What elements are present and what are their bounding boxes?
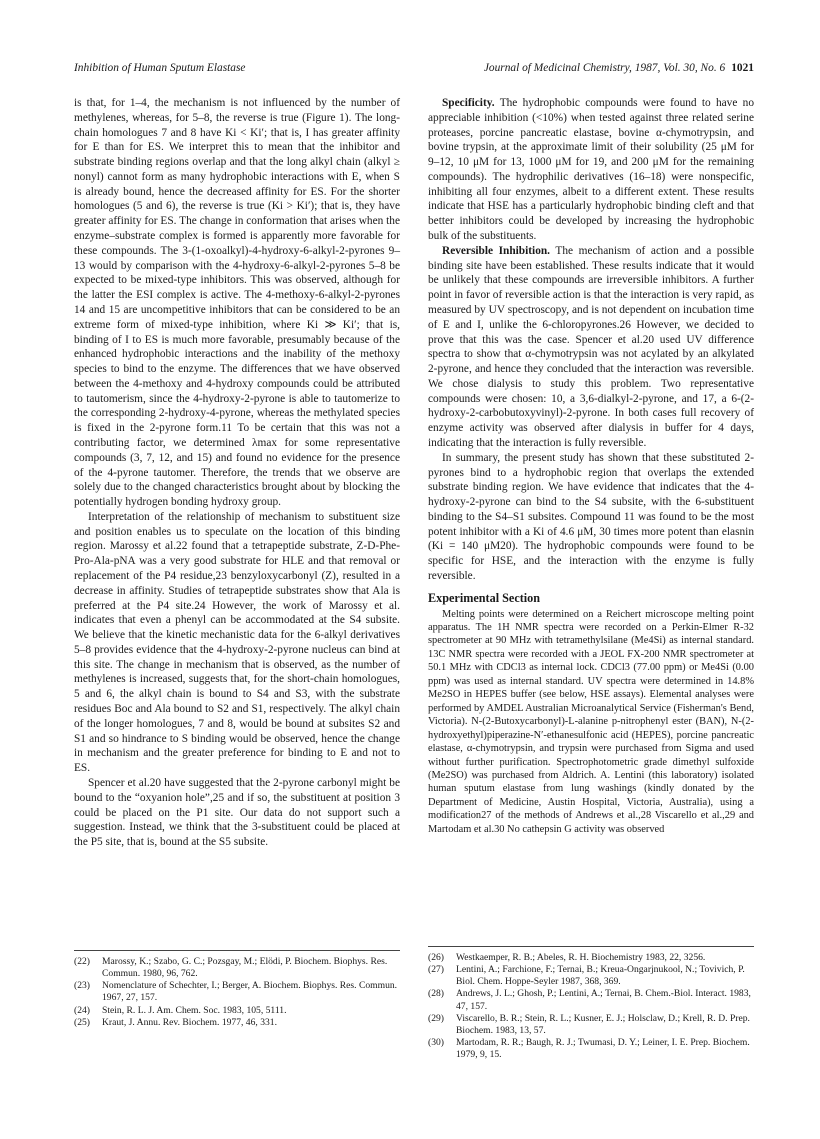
reference-number: (24) xyxy=(74,1004,90,1016)
reference-text: Andrews, J. L.; Ghosh, P.; Lentini, A.; Ternai, B. Chem.-Biol. Interact. 1983, 47, 157. xyxy=(456,988,751,1012)
reference-text: Marossy, K.; Szabo, G. C.; Pozsgay, M.; Elödi, P. Biochem. Biophys. Res. Commun. 1980, 96, 762. xyxy=(102,956,388,980)
experimental-heading: Experimental Section xyxy=(428,590,541,605)
reference-item xyxy=(428,1013,754,1037)
body-paragraph: Interpretation of the relationship of mechanism to substituent size and position enables us to speculate on the location of this binding region. Marossy et al.22 found that a tetrapeptide substrate, Z-D-Phe-Pro-Ala-pNA was a very good substrate for HLE and that removal or replacement of the P4 residue,23 benzyloxycarbonyl (Z), resulted in a decrease in affinity. Studies of tetrapeptide substrates show that Ala is preferred at the P4 site.24 However, the work of Marossy et al. indicates that even a phenyl can be accommodated at the S4 subsite. We believe that the kinetic mechanistic data for the 6-alkyl derivatives 5–8 provides evidence that the 4-hydroxy-2-pyrone nucleus can bind at this site. The change in mechanism that is observed, as the number of methylenes is increased, suggests that, for the short-chain homologues, 5 and 6, the alkyl chain is bound to S4 and S3, with the substrate residues Boc and Ala bound to S2 and S1, respectively. The alkyl chain of the longer homologues, 7 and 8, would be bound at subsites S2 and S1 and so hindrance to S binding would be observed, hence the change in mechanism and the greater preference for binding to E and not to ES. xyxy=(74,510,400,775)
running-title: Inhibition of Human Sputum Elastase xyxy=(74,62,246,74)
left-column xyxy=(74,96,400,850)
reversible-text: The mechanism of action and a possible binding site have been established. These results indicate that it would be unlikely that these compounds are irreversible inhibitors. A further point in favor of reversible action is that the interaction is very rapid, as measured by UV spectroscopy, and is not dependent on incubation time of E and I, unlike the 6-chloropyrones.26 However, we decided to prove that this was the case. Spencer et al.20 used UV difference spectra to show that α-chymotrypsin was not acylated by an alkylated 2-pyrone, and hence they concluded that the interaction was reversible. We chose dialysis to study this problem. Two representative compounds were chosen: 10, a 3,6-dialkyl-2-pyrone, and 17, a 6-(2-hydroxy-2-carbobutoxyvinyl)-2-pyrone. In both cases full recovery of enzyme activity was observed after dialysis in buffer for 4 days, indicating that the interaction is fully reversible. xyxy=(428,244,754,449)
reference-text: Viscarello, B. R.; Stein, R. L.; Kusner, E. J.; Holsclaw, D.; Krell, R. D. Prep. Biochem. 1983, 13, 57. xyxy=(456,1012,750,1036)
journal-info: Journal of Medicinal Chemistry, 1987, Vol. 30, No. 6 xyxy=(483,62,726,74)
body-paragraph: Spencer et al.20 have suggested that the 2-pyrone carbonyl might be bound to the “oxyanion hole”,25 and if so, the substituent at position 3 could be placed on the P1 site. Our data do not support such a suggestion. Instead, we think that the 3-substituent could be placed at the P5 site, that is, bound at the S5 subsite. xyxy=(74,776,400,849)
reversible-heading: Reversible Inhibition. xyxy=(442,244,551,257)
reference-item xyxy=(428,988,754,1012)
reference-text: Nomenclature of Schechter, I.; Berger, A. Biochem. Biophys. Res. Commun. 1967, 27, 157. xyxy=(102,980,398,1004)
references-right xyxy=(428,946,754,1061)
reference-item xyxy=(428,952,754,964)
reference-item xyxy=(74,980,400,1004)
reference-number: (30) xyxy=(428,1037,444,1049)
reference-text: Westkaemper, R. B.; Abeles, R. H. Biochemistry 1983, 22, 3256. xyxy=(456,952,706,963)
reversible-paragraph xyxy=(428,244,754,451)
specificity-heading: Specificity. xyxy=(442,97,495,109)
reference-item xyxy=(74,956,400,980)
reference-item xyxy=(428,1037,754,1061)
reference-number: (26) xyxy=(428,952,444,963)
reference-number: (29) xyxy=(428,1012,444,1024)
summary-paragraph: In summary, the present study has shown that these substituted 2-pyrones bind to a hydrophobic region that overlaps the extended substrate binding region. We have evidence that indicates that the 4-hydroxy-2-pyrone can bind to the S4 subsite, with the 6-substituent binding to the S4–S1 subsites. Compound 11 was found to be the most potent inhibitor with a Ki of 4.6 μM, 30 times more potent than elasnin (Ki = 140 μM20). The hydrophobic compounds were found to be specific for HSE, and the interaction with the enzyme is fully reversible. xyxy=(428,451,754,582)
journal-citation xyxy=(484,62,754,74)
reference-number: (27) xyxy=(428,964,444,976)
reference-item xyxy=(74,1005,400,1017)
references-left xyxy=(74,950,400,1029)
specificity-text: The hydrophobic compounds were found to have no appreciable inhibition (<10%) when tested against three related serine proteases, porcine pancreatic elastase, bovine α-chymotrypsin, and bovine trypsin, at the approximate limit of their solubility (25 μM for 9–12, 10 μM for 13, 1000 μM for 19, and 200 μM for the remaining compounds). The hydrophilic derivatives (16–18) were nonspecific, inhibiting all four enzymes, albeit to a different extent. These results indicate that HSE has a particularly hydrophobic binding cleft and that better inhibitors could be developed by increasing the hydrophobic bulk of the substituents. xyxy=(428,97,754,243)
reference-text: Stein, R. L. J. Am. Chem. Soc. 1983, 105, 5111. xyxy=(102,1004,287,1016)
footnote-rule xyxy=(428,946,754,947)
reference-number: (23) xyxy=(74,980,90,992)
body-paragraph: is that, for 1–4, the mechanism is not influenced by the number of methylenes, whereas, for 5–8, the reverse is true (Figure 1). The long-chain homologues 7 and 8 have Ki < Ki′; that is, I has greater affinity for E than for ES. We interpret this to mean that the inhibitor and substrate binding regions overlap and that the long alkyl chain (alkyl ≥ nonyl) cannot form as many hydrophobic interactions with E, when S is already bound, hence the decreased affinity for ES. For the shorter homologues (5 and 6), the reverse is true (Ki > Ki′); that is, they have greater affinity for ES. The change in conformation that arises when the enzyme–substrate complex is formed is apparently more favorable for these compounds. The 3-(1-oxoalkyl)-4-hydroxy-6-alkyl-2-pyrones 9–13 would by comparison with the 4-hydroxy-6-alkyl-2-pyrones 5–8 be expected to be mixed-type inhibitors. This was observed, although for the latter the ESI complex is active. The 4-methoxy-6-alkyl-2-pyrones 14 and 15 are uncompetitive inhibitors that can be considered to be an extreme form of mixed-type inhibition, where Ki ≫ Ki′; that is, binding of I to ES is much more favorable, presumably because of the enhanced hydrophobic interactions and the inability of the methoxy species to bind to the enzyme. The differences that we have observed between the 4-methoxy and 4-hydroxy compounds could be attributed to tautomerism, since the 4-hydroxy-2-pyrone is able to tautomerize to the corresponding 2-hydroxy-4-pyrone, whereas the methylated species is fixed in the 2-pyrone form.11 To be certain that this was not a contributing factor, we determined λmax for some representative compounds (3, 7, 12, and 15) and found no evidence for the presence of the 4-pyrone tautomer. Therefore, the trends that we observe are solely due to the changed characteristics brought about by blocking the potentially hydrogen bonding hydroxy group. xyxy=(74,97,400,509)
right-column xyxy=(428,96,754,836)
specificity-paragraph xyxy=(428,96,754,244)
page-number: 1021 xyxy=(731,62,754,74)
reference-item xyxy=(74,1017,400,1029)
reference-number: (28) xyxy=(428,988,444,1000)
journal-page xyxy=(74,62,754,1061)
running-header xyxy=(74,62,754,80)
reference-text: Lentini, A.; Farchione, F.; Ternai, B.; Kreua-Ongarjnukool, N.; Tovivich, P. Biol. Chem. Hoppe-Seyler 1987, 368, 369. xyxy=(456,964,745,988)
footnote-rule xyxy=(74,950,400,951)
reference-text: Kraut, J. Annu. Rev. Biochem. 1977, 46, 331. xyxy=(102,1016,277,1028)
reference-item xyxy=(428,964,754,988)
experimental-paragraph: Melting points were determined on a Reichert microscope melting point apparatus. The 1H NMR spectra were recorded on a Perkin-Elmer R-32 spectrometer at 90 MHz with tetramethylsilane (Me4Si) as internal standard. 13C NMR spectra were recorded with a JEOL FX-200 NMR spectrometer at 50.1 MHz with CDCl3 as internal lock. CDCl3 (77.00 ppm) or Me4Si (0.00 ppm) was used as internal standard. UV spectra were determined in 14.8% Me2SO in HEPES buffer (see below, HSE assays). Elemental analyses were performed by AMDEL Australian Microanalytical Service (Fisherman's Bend, Victoria). N-(2-Butoxycarbonyl)-L-alanine p-nitrophenyl ester (BAN), N-(2-hydroxyethyl)piperazine-N′-ethanesulfonic acid (HEPES), porcine pancreatic elastase, α-chymotrypsin, and trypsin were purchased from Sigma and used without further purification. Spectrophotometric grade dimethyl sulfoxide (Me2SO) was purchased from Aldrich. A. Lentini (this laboratory) isolated human sputum elastase from lung washings (kindly donated by the Department of Medicine, Austin Hospital, Victoria, Australia), using a modification27 of the methods of Andrews et al.,28 Viscarello et al.,29 and Martodam et al.30 No cathepsin G activity was observed xyxy=(428,608,754,835)
reference-text: Martodam, R. R.; Baugh, R. J.; Twumasi, D. Y.; Leiner, I. E. Prep. Biochem. 1979, 9, 15. xyxy=(456,1037,750,1061)
reference-number: (25) xyxy=(74,1016,90,1028)
reference-number: (22) xyxy=(74,956,90,967)
